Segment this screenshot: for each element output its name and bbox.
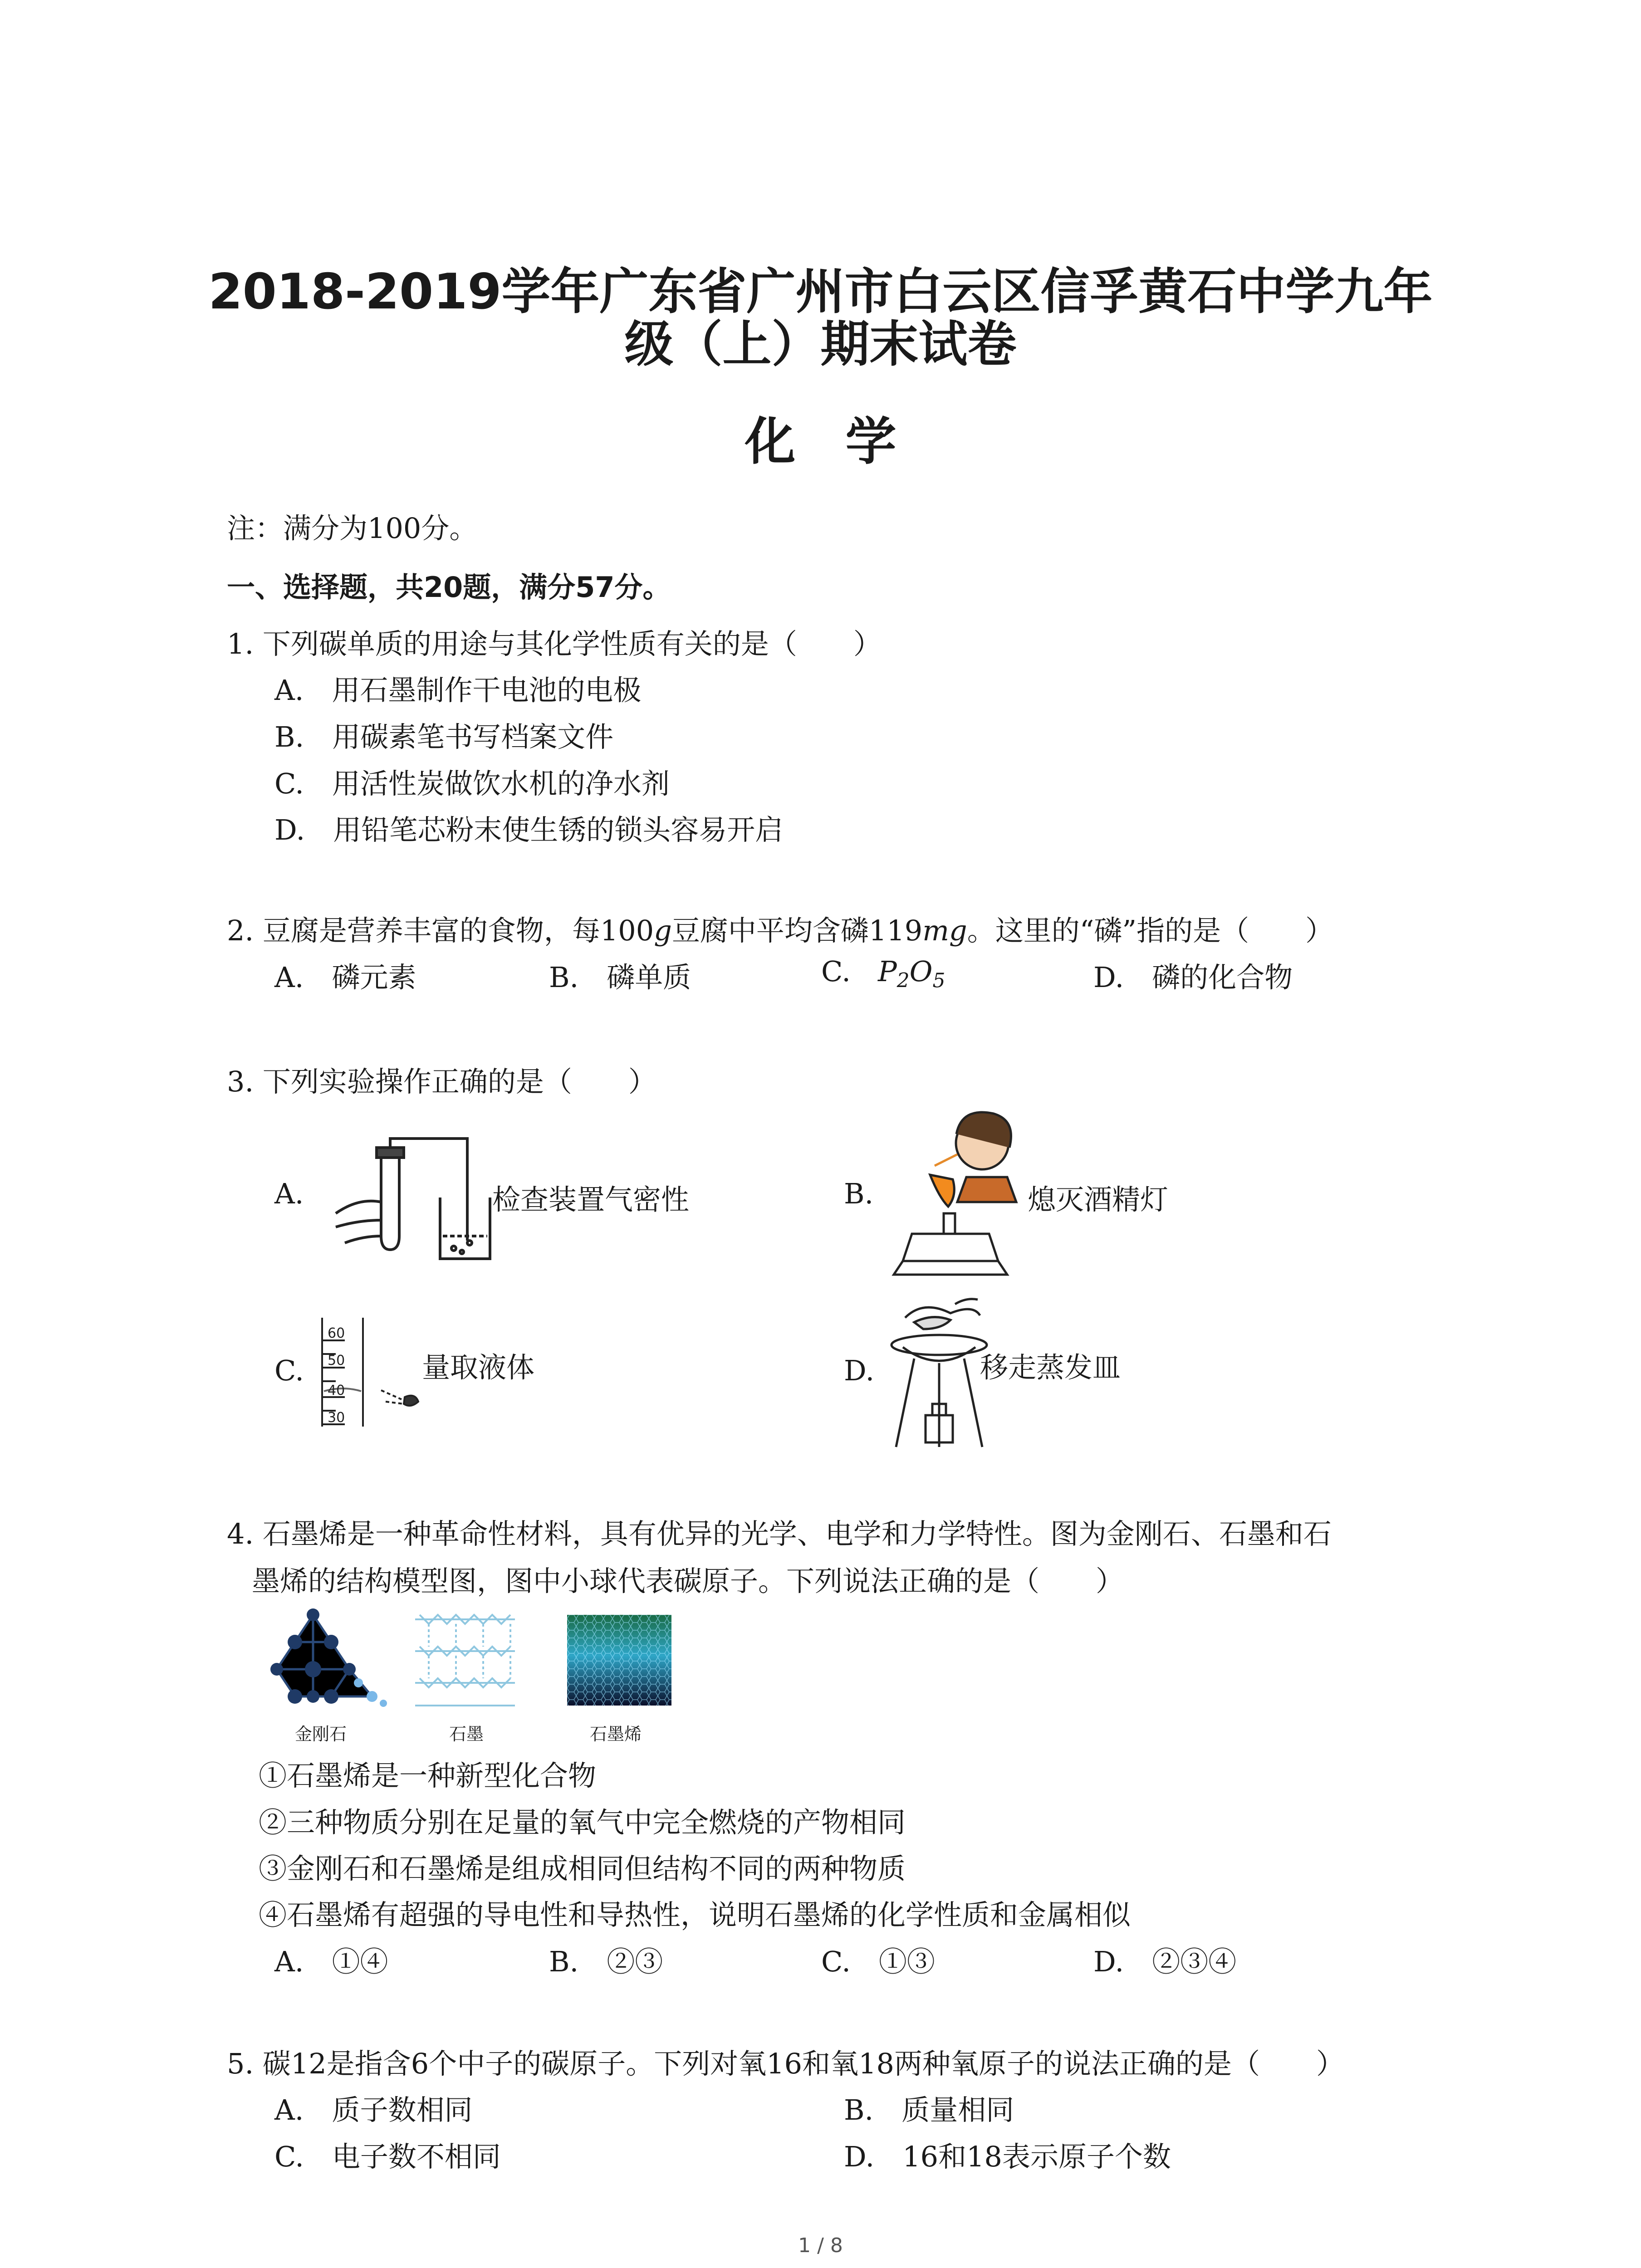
graduated-cylinder-illustration — [318, 1313, 422, 1431]
q3-option-b-text: 熄灭酒精灯 — [1028, 1183, 1169, 1216]
q5-option-c: C. 电子数不相同 — [274, 2140, 501, 2173]
title-line-2: 级（上）期末试卷 — [624, 316, 1017, 373]
title-line-1: 2018-2019学年广东省广州市白云区信孚黄石中学九年 — [208, 264, 1433, 320]
caption-diamond: 金刚石 — [295, 1724, 347, 1744]
q5-option-b: B. 质量相同 — [844, 2093, 1014, 2126]
q3-option-b-label: B. — [844, 1177, 874, 1210]
q4-stem-line-2: 墨烯的结构模型图，图中小球代表碳原子。下列说法正确的是（ ） — [252, 1564, 1124, 1598]
q1-stem: 1. 下列碳单质的用途与其化学性质有关的是（ ） — [227, 627, 882, 660]
q4-stem-line-1: 4. 石墨烯是一种革命性材料，具有优异的光学、电学和力学特性。图为金刚石、石墨和石 — [227, 1517, 1332, 1550]
q3-option-d-label: D. — [844, 1354, 875, 1387]
q5-option-d: D. 16和18表示原子个数 — [844, 2140, 1171, 2173]
q3-option-a-text: 检查装置气密性 — [492, 1183, 690, 1216]
cylinder-tick-50: 50 — [328, 1353, 345, 1369]
graphite-structure-model — [411, 1606, 519, 1710]
blowing-out-lamp-illustration — [885, 1098, 1034, 1297]
caption-graphene: 石墨烯 — [590, 1724, 642, 1744]
q4-statement-4: ④石墨烯有超强的导电性和导热性，说明石墨烯的化学性质和金属相似 — [259, 1898, 1131, 1931]
q2-option-c: C. $P_2O_5$ — [821, 955, 945, 992]
q5-stem: 5. 碳12是指含6个中子的碳原子。下列对氧16和氧18两种氧原子的说法正确的是（ ） — [227, 2047, 1344, 2080]
diamond-structure-model — [268, 1606, 390, 1710]
q3-option-a-label: A. — [274, 1177, 304, 1210]
page-number: 1 / 8 — [798, 2234, 843, 2257]
q3-option-c-label: C. — [274, 1354, 304, 1387]
cylinder-tick-60: 60 — [328, 1325, 345, 1341]
q4-option-d: D. ②③④ — [1093, 1945, 1237, 1978]
caption-graphite: 石墨 — [449, 1724, 484, 1744]
q2-option-a: A. 磷元素 — [274, 961, 416, 994]
q1-option-b: B. 用碳素笔书写档案文件 — [274, 720, 614, 753]
q3-option-c-text: 量取液体 — [422, 1351, 535, 1384]
q3-option-d-text: 移走蒸发皿 — [980, 1351, 1121, 1384]
subject-heading: 化学 — [745, 412, 946, 471]
q1-option-c: C. 用活性炭做饮水机的净水剂 — [274, 767, 670, 800]
q2-stem: 2. 豆腐是营养丰富的食物，每100g豆腐中平均含磷119mg。这里的“磷”指的是（ ） — [227, 914, 1334, 947]
evaporating-dish-illustration — [887, 1295, 991, 1454]
q4-option-a: A. ①④ — [274, 1945, 388, 1978]
q4-option-c: C. ①③ — [821, 1945, 935, 1978]
q1-option-a: A. 用石墨制作干电池的电极 — [274, 674, 642, 707]
q2-option-d: D. 磷的化合物 — [1093, 961, 1293, 994]
q4-statement-1: ①石墨烯是一种新型化合物 — [259, 1759, 597, 1792]
cylinder-tick-40: 40 — [328, 1383, 345, 1398]
q2-option-b: B. 磷单质 — [549, 961, 691, 994]
graphene-structure-model — [567, 1615, 671, 1706]
section-heading: 一、选择题，共20题，满分57分。 — [227, 571, 671, 604]
airtightness-check-illustration — [318, 1129, 499, 1270]
q4-statement-3: ③金刚石和石墨烯是组成相同但结构不同的两种物质 — [259, 1852, 906, 1885]
q3-stem: 3. 下列实验操作正确的是（ ） — [227, 1065, 656, 1098]
q5-option-a: A. 质子数相同 — [274, 2093, 473, 2126]
score-note: 注：满分为100分。 — [227, 512, 478, 545]
q1-option-d: D. 用铅笔芯粉末使生锈的锁头容易开启 — [274, 813, 784, 846]
cylinder-tick-30: 30 — [328, 1410, 345, 1426]
q4-statement-2: ②三种物质分别在足量的氧气中完全燃烧的产物相同 — [259, 1806, 906, 1839]
q4-option-b: B. ②③ — [549, 1945, 663, 1978]
